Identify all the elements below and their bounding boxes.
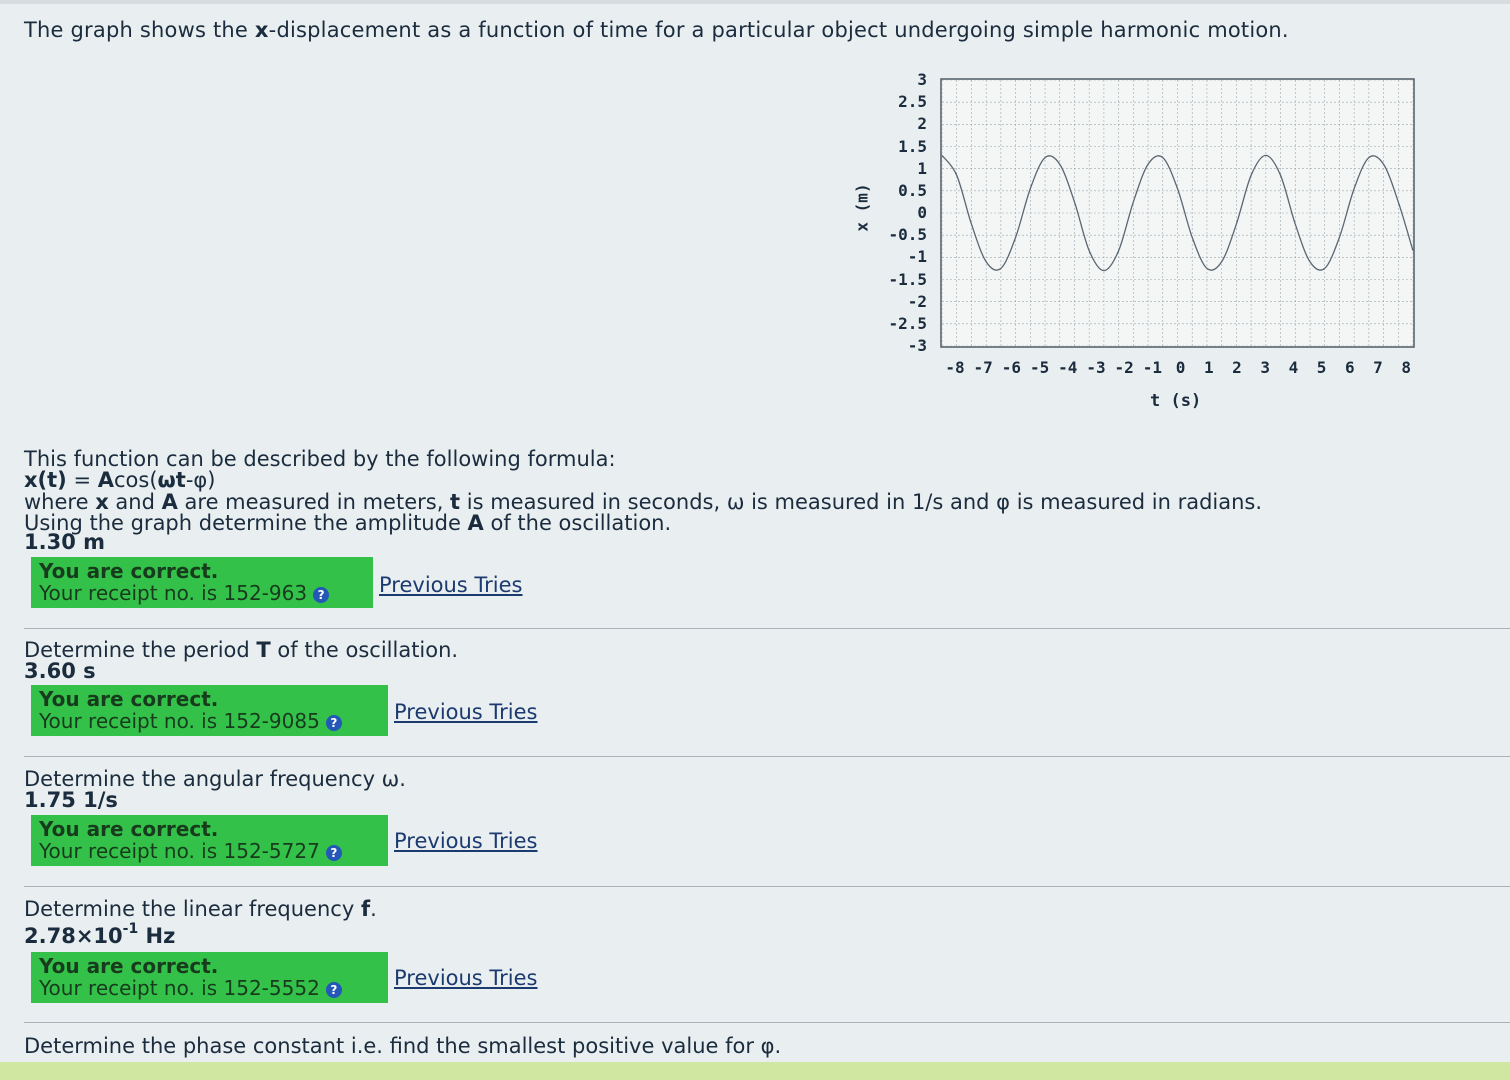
y-tick-label: 2.5: [898, 92, 927, 112]
where-2: and: [108, 490, 162, 514]
x-tick-label: -5: [1029, 358, 1050, 377]
previous-tries-link[interactable]: Previous Tries: [394, 829, 538, 853]
y-tick-label: -2.5: [888, 313, 927, 333]
q1-pre: Using the graph determine the amplitude: [24, 511, 468, 535]
x-tick-label: -8: [945, 358, 965, 377]
x-tick-label: 3: [1260, 358, 1270, 377]
x-tick-label: 0: [1175, 358, 1186, 377]
x-tick-label: 7: [1373, 358, 1383, 377]
y-tick-label: -3: [907, 336, 927, 355]
q2-bold: T: [256, 638, 271, 662]
status-text: You are correct.: [39, 559, 219, 583]
question-linear-frequency: [24, 897, 377, 921]
divider: [24, 886, 1510, 887]
x-tick-label: -2: [1114, 358, 1134, 377]
answer-unit: Hz: [138, 924, 176, 948]
y-tick-label: -1.5: [888, 269, 927, 289]
correct-box-linear-frequency: [31, 952, 388, 1003]
x-tick-label: 5: [1316, 358, 1327, 377]
formula-a: A: [97, 468, 114, 492]
receipt-text: Your receipt no. is 152-5552: [39, 976, 320, 1000]
x-tick-label: 4: [1288, 358, 1299, 377]
question-amplitude: [24, 511, 671, 535]
divider: [24, 628, 1510, 629]
y-tick-label: -2: [907, 291, 927, 311]
q1-post: of the oscillation.: [483, 511, 672, 535]
help-icon[interactable]: ?: [326, 715, 342, 731]
where-x: x: [95, 490, 109, 514]
intro-post: -displacement as a function of time for a particular object undergoing simple harmonic motion.: [268, 18, 1289, 42]
q4-post: .: [370, 897, 377, 921]
receipt-text: Your receipt no. is 152-963: [39, 581, 308, 605]
where-a: A: [161, 490, 178, 514]
help-icon[interactable]: ?: [326, 845, 342, 861]
intro-text: [24, 18, 1289, 42]
y-tick-label: 2: [917, 114, 927, 134]
formula-eq: =: [66, 468, 98, 492]
answer-angular-frequency: 1.75 1/s: [24, 788, 118, 812]
correct-box-angular-frequency: [31, 815, 388, 866]
where-t: t: [450, 490, 461, 514]
y-tick-label: 0: [917, 203, 927, 222]
formula-wt: ωt: [157, 468, 186, 492]
previous-tries-link[interactable]: Previous Tries: [394, 700, 538, 724]
x-tick-label: -6: [1001, 358, 1022, 377]
help-icon[interactable]: ?: [326, 982, 342, 998]
intro-pre: The graph shows the: [24, 18, 255, 42]
answer-period: 3.60 s: [24, 659, 96, 683]
x-tick-label: 8: [1401, 358, 1411, 377]
q4-pre: Determine the linear frequency: [24, 897, 361, 921]
q2-pre: Determine the period: [24, 638, 257, 662]
status-text: You are correct.: [39, 687, 219, 711]
x-tick-label: 6: [1344, 358, 1355, 377]
previous-tries-link[interactable]: Previous Tries: [379, 573, 523, 597]
formula-phi: -φ): [185, 468, 216, 492]
y-tick-label: -0.5: [888, 225, 927, 245]
y-tick-label: 3: [917, 70, 927, 89]
formula-intro: This function can be described by the following formula:: [24, 447, 616, 471]
receipt-text: Your receipt no. is 152-9085: [39, 709, 320, 733]
receipt-text: Your receipt no. is 152-5727: [39, 839, 320, 863]
q1-bold: A: [467, 511, 484, 535]
where-1: where: [24, 490, 96, 514]
x-axis-label: t (s): [1150, 391, 1202, 411]
y-tick-label: -1: [907, 247, 927, 267]
q2-post: of the oscillation.: [270, 638, 459, 662]
formula: [24, 468, 215, 492]
x-tick-label: 1: [1203, 358, 1214, 377]
where-4: is measured in seconds, ω is measured in 1/s and φ is measured in radians.: [460, 490, 1263, 514]
status-text: You are correct.: [39, 817, 219, 841]
formula-lhs: x(t): [24, 468, 67, 492]
y-tick-label: 1.5: [898, 136, 927, 156]
x-tick-label: -4: [1058, 358, 1078, 377]
formula-cos: cos(: [114, 468, 158, 492]
x-tick-label: 2: [1232, 358, 1242, 377]
top-edge: [0, 0, 1510, 4]
divider: [24, 756, 1510, 757]
previous-tries-link[interactable]: Previous Tries: [394, 966, 538, 990]
question-angular-frequency: Determine the angular frequency ω.: [24, 767, 406, 791]
status-text: You are correct.: [39, 954, 219, 978]
q4-bold: f: [360, 897, 371, 921]
correct-box-period: [31, 685, 388, 736]
y-tick-label: 0.5: [898, 180, 927, 200]
x-tick-label: -3: [1086, 358, 1106, 377]
answer-linear-frequency: [24, 921, 176, 948]
intro-bold: x: [254, 18, 269, 42]
x-tick-label: -7: [973, 358, 993, 377]
answer-exponent: -1: [122, 921, 139, 937]
bottom-edge: [0, 1062, 1510, 1080]
x-tick-label: -1: [1142, 358, 1163, 377]
where-3: are measured in meters,: [177, 490, 451, 514]
help-icon[interactable]: ?: [313, 587, 329, 603]
y-axis-label: x (m): [852, 183, 872, 232]
displacement-chart: [940, 78, 1415, 348]
correct-box-amplitude: [31, 557, 373, 608]
y-tick-label: 1: [917, 158, 927, 178]
answer-amplitude: 1.30 m: [24, 530, 106, 554]
answer-mantissa: 2.78×10: [24, 924, 123, 948]
question-phase-constant: Determine the phase constant i.e. find the smallest positive value for φ.: [24, 1034, 782, 1058]
divider: [24, 1022, 1510, 1023]
